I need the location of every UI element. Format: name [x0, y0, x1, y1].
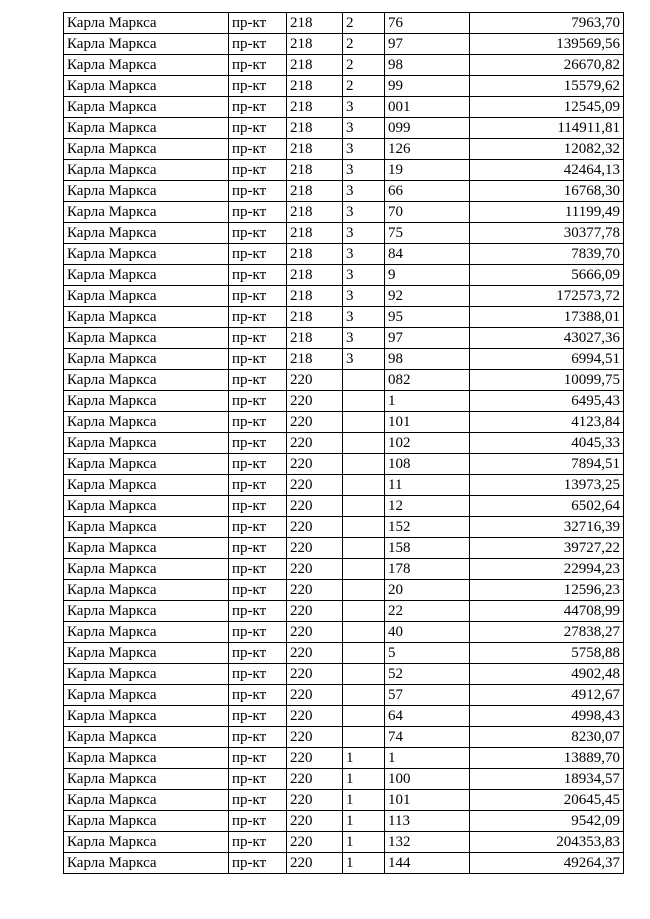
apartment-cell: 97 — [385, 34, 470, 55]
building-cell — [343, 706, 385, 727]
street-type-cell: пр-кт — [229, 286, 287, 307]
street-type-cell: пр-кт — [229, 727, 287, 748]
street-type-cell: пр-кт — [229, 643, 287, 664]
table-row — [64, 139, 624, 160]
building-cell: 3 — [343, 118, 385, 139]
apartment-cell: 70 — [385, 202, 470, 223]
amount-cell: 9542,09 — [470, 811, 624, 832]
house-number-cell: 220 — [287, 643, 343, 664]
street-type-cell: пр-кт — [229, 601, 287, 622]
apartment-cell: 144 — [385, 853, 470, 874]
street-cell: Карла Маркса — [64, 664, 229, 685]
house-number-cell: 218 — [287, 97, 343, 118]
house-number-cell: 218 — [287, 286, 343, 307]
table-row — [64, 580, 624, 601]
street-cell: Карла Маркса — [64, 265, 229, 286]
street-cell: Карла Маркса — [64, 370, 229, 391]
street-cell: Карла Маркса — [64, 13, 229, 34]
table-row — [64, 265, 624, 286]
table-row — [64, 559, 624, 580]
table-row — [64, 160, 624, 181]
street-cell: Карла Маркса — [64, 454, 229, 475]
amount-cell: 44708,99 — [470, 601, 624, 622]
street-cell: Карла Маркса — [64, 832, 229, 853]
amount-cell: 6502,64 — [470, 496, 624, 517]
street-type-cell: пр-кт — [229, 580, 287, 601]
amount-cell: 172573,72 — [470, 286, 624, 307]
table-row — [64, 643, 624, 664]
street-cell: Карла Маркса — [64, 34, 229, 55]
amount-cell: 26670,82 — [470, 55, 624, 76]
building-cell: 1 — [343, 748, 385, 769]
table-row — [64, 34, 624, 55]
building-cell — [343, 559, 385, 580]
amount-cell: 43027,36 — [470, 328, 624, 349]
building-cell: 1 — [343, 811, 385, 832]
amount-cell: 6495,43 — [470, 391, 624, 412]
apartment-cell: 64 — [385, 706, 470, 727]
street-cell: Карла Маркса — [64, 412, 229, 433]
building-cell — [343, 412, 385, 433]
street-type-cell: пр-кт — [229, 412, 287, 433]
amount-cell: 16768,30 — [470, 181, 624, 202]
table-row — [64, 517, 624, 538]
street-cell: Карла Маркса — [64, 76, 229, 97]
house-number-cell: 220 — [287, 832, 343, 853]
table-row — [64, 538, 624, 559]
street-cell: Карла Маркса — [64, 475, 229, 496]
street-cell: Карла Маркса — [64, 55, 229, 76]
street-type-cell: пр-кт — [229, 160, 287, 181]
amount-cell: 12596,23 — [470, 580, 624, 601]
street-type-cell: пр-кт — [229, 517, 287, 538]
table-row — [64, 790, 624, 811]
street-cell: Карла Маркса — [64, 307, 229, 328]
house-number-cell: 220 — [287, 370, 343, 391]
street-type-cell: пр-кт — [229, 475, 287, 496]
apartment-cell: 102 — [385, 433, 470, 454]
apartment-cell: 57 — [385, 685, 470, 706]
house-number-cell: 220 — [287, 706, 343, 727]
building-cell — [343, 643, 385, 664]
street-type-cell: пр-кт — [229, 55, 287, 76]
house-number-cell: 220 — [287, 727, 343, 748]
apartment-cell: 132 — [385, 832, 470, 853]
street-type-cell: пр-кт — [229, 265, 287, 286]
amount-cell: 15579,62 — [470, 76, 624, 97]
house-number-cell: 218 — [287, 328, 343, 349]
table-row — [64, 97, 624, 118]
table-row — [64, 244, 624, 265]
amount-cell: 4123,84 — [470, 412, 624, 433]
street-cell: Карла Маркса — [64, 685, 229, 706]
building-cell: 1 — [343, 790, 385, 811]
table-row — [64, 412, 624, 433]
apartment-cell: 082 — [385, 370, 470, 391]
amount-cell: 20645,45 — [470, 790, 624, 811]
building-cell: 3 — [343, 349, 385, 370]
amount-cell: 7963,70 — [470, 13, 624, 34]
amount-cell: 39727,22 — [470, 538, 624, 559]
apartment-cell: 1 — [385, 391, 470, 412]
house-number-cell: 220 — [287, 601, 343, 622]
street-type-cell: пр-кт — [229, 328, 287, 349]
apartment-cell: 001 — [385, 97, 470, 118]
apartment-cell: 95 — [385, 307, 470, 328]
street-type-cell: пр-кт — [229, 181, 287, 202]
amount-cell: 114911,81 — [470, 118, 624, 139]
street-type-cell: пр-кт — [229, 769, 287, 790]
table-row — [64, 601, 624, 622]
amount-cell: 42464,13 — [470, 160, 624, 181]
house-number-cell: 218 — [287, 349, 343, 370]
apartment-cell: 52 — [385, 664, 470, 685]
house-number-cell: 218 — [287, 307, 343, 328]
street-cell: Карла Маркса — [64, 328, 229, 349]
building-cell — [343, 496, 385, 517]
house-number-cell: 218 — [287, 223, 343, 244]
street-cell: Карла Маркса — [64, 160, 229, 181]
building-cell — [343, 601, 385, 622]
house-number-cell: 220 — [287, 664, 343, 685]
street-cell: Карла Маркса — [64, 727, 229, 748]
street-cell: Карла Маркса — [64, 433, 229, 454]
street-cell: Карла Маркса — [64, 706, 229, 727]
street-cell: Карла Маркса — [64, 853, 229, 874]
apartment-cell: 5 — [385, 643, 470, 664]
amount-cell: 12545,09 — [470, 97, 624, 118]
table-row — [64, 349, 624, 370]
apartment-cell: 108 — [385, 454, 470, 475]
building-cell: 3 — [343, 139, 385, 160]
building-cell: 1 — [343, 769, 385, 790]
house-number-cell: 220 — [287, 685, 343, 706]
building-cell: 3 — [343, 307, 385, 328]
building-cell: 3 — [343, 265, 385, 286]
street-type-cell: пр-кт — [229, 811, 287, 832]
table-row — [64, 76, 624, 97]
building-cell — [343, 475, 385, 496]
amount-cell: 30377,78 — [470, 223, 624, 244]
street-cell: Карла Маркса — [64, 223, 229, 244]
apartment-cell: 101 — [385, 412, 470, 433]
building-cell — [343, 370, 385, 391]
street-type-cell: пр-кт — [229, 685, 287, 706]
street-type-cell: пр-кт — [229, 790, 287, 811]
house-number-cell: 220 — [287, 748, 343, 769]
house-number-cell: 218 — [287, 76, 343, 97]
table-row — [64, 811, 624, 832]
street-type-cell: пр-кт — [229, 244, 287, 265]
apartment-cell: 20 — [385, 580, 470, 601]
apartment-cell: 76 — [385, 13, 470, 34]
table-row — [64, 685, 624, 706]
house-number-cell: 218 — [287, 118, 343, 139]
table-row — [64, 55, 624, 76]
building-cell: 2 — [343, 34, 385, 55]
building-cell — [343, 685, 385, 706]
amount-cell: 32716,39 — [470, 517, 624, 538]
debt-table — [63, 12, 624, 874]
house-number-cell: 220 — [287, 412, 343, 433]
apartment-cell: 99 — [385, 76, 470, 97]
apartment-cell: 92 — [385, 286, 470, 307]
table-row — [64, 328, 624, 349]
street-cell: Карла Маркса — [64, 601, 229, 622]
apartment-cell: 66 — [385, 181, 470, 202]
apartment-cell: 75 — [385, 223, 470, 244]
street-cell: Карла Маркса — [64, 202, 229, 223]
debt-table-body — [64, 13, 624, 874]
apartment-cell: 152 — [385, 517, 470, 538]
house-number-cell: 218 — [287, 139, 343, 160]
house-number-cell: 220 — [287, 475, 343, 496]
apartment-cell: 1 — [385, 748, 470, 769]
building-cell: 1 — [343, 832, 385, 853]
amount-cell: 5758,88 — [470, 643, 624, 664]
house-number-cell: 220 — [287, 454, 343, 475]
street-type-cell: пр-кт — [229, 349, 287, 370]
house-number-cell: 218 — [287, 244, 343, 265]
street-type-cell: пр-кт — [229, 706, 287, 727]
street-type-cell: пр-кт — [229, 307, 287, 328]
apartment-cell: 099 — [385, 118, 470, 139]
amount-cell: 11199,49 — [470, 202, 624, 223]
street-cell: Карла Маркса — [64, 517, 229, 538]
street-type-cell: пр-кт — [229, 202, 287, 223]
house-number-cell: 218 — [287, 160, 343, 181]
amount-cell: 204353,83 — [470, 832, 624, 853]
building-cell: 2 — [343, 76, 385, 97]
apartment-cell: 12 — [385, 496, 470, 517]
building-cell: 3 — [343, 328, 385, 349]
table-row — [64, 307, 624, 328]
house-number-cell: 218 — [287, 265, 343, 286]
amount-cell: 7894,51 — [470, 454, 624, 475]
amount-cell: 17388,01 — [470, 307, 624, 328]
amount-cell: 13889,70 — [470, 748, 624, 769]
amount-cell: 6994,51 — [470, 349, 624, 370]
table-row — [64, 622, 624, 643]
house-number-cell: 220 — [287, 496, 343, 517]
table-row — [64, 223, 624, 244]
apartment-cell: 100 — [385, 769, 470, 790]
table-row — [64, 853, 624, 874]
amount-cell: 4912,67 — [470, 685, 624, 706]
apartment-cell: 98 — [385, 349, 470, 370]
amount-cell: 4045,33 — [470, 433, 624, 454]
apartment-cell: 101 — [385, 790, 470, 811]
apartment-cell: 19 — [385, 160, 470, 181]
building-cell — [343, 664, 385, 685]
street-type-cell: пр-кт — [229, 559, 287, 580]
table-row — [64, 475, 624, 496]
building-cell: 3 — [343, 97, 385, 118]
street-type-cell: пр-кт — [229, 433, 287, 454]
street-cell: Карла Маркса — [64, 118, 229, 139]
street-cell: Карла Маркса — [64, 496, 229, 517]
street-cell: Карла Маркса — [64, 349, 229, 370]
building-cell — [343, 727, 385, 748]
street-cell: Карла Маркса — [64, 622, 229, 643]
table-row — [64, 496, 624, 517]
table-row — [64, 181, 624, 202]
table-row — [64, 454, 624, 475]
building-cell: 2 — [343, 13, 385, 34]
street-type-cell: пр-кт — [229, 34, 287, 55]
amount-cell: 4998,43 — [470, 706, 624, 727]
building-cell — [343, 517, 385, 538]
amount-cell: 49264,37 — [470, 853, 624, 874]
building-cell — [343, 622, 385, 643]
street-type-cell: пр-кт — [229, 664, 287, 685]
building-cell: 3 — [343, 286, 385, 307]
table-row — [64, 433, 624, 454]
street-cell: Карла Маркса — [64, 139, 229, 160]
table-row — [64, 286, 624, 307]
apartment-cell: 40 — [385, 622, 470, 643]
house-number-cell: 220 — [287, 811, 343, 832]
table-row — [64, 13, 624, 34]
house-number-cell: 220 — [287, 559, 343, 580]
building-cell — [343, 580, 385, 601]
apartment-cell: 97 — [385, 328, 470, 349]
apartment-cell: 11 — [385, 475, 470, 496]
apartment-cell: 22 — [385, 601, 470, 622]
street-cell: Карла Маркса — [64, 244, 229, 265]
house-number-cell: 220 — [287, 580, 343, 601]
table-row — [64, 664, 624, 685]
building-cell: 2 — [343, 55, 385, 76]
building-cell: 3 — [343, 244, 385, 265]
street-type-cell: пр-кт — [229, 748, 287, 769]
amount-cell: 8230,07 — [470, 727, 624, 748]
amount-cell: 7839,70 — [470, 244, 624, 265]
table-row — [64, 727, 624, 748]
house-number-cell: 218 — [287, 34, 343, 55]
street-type-cell: пр-кт — [229, 118, 287, 139]
table-row — [64, 391, 624, 412]
apartment-cell: 113 — [385, 811, 470, 832]
apartment-cell: 98 — [385, 55, 470, 76]
apartment-cell: 126 — [385, 139, 470, 160]
street-cell: Карла Маркса — [64, 286, 229, 307]
building-cell — [343, 391, 385, 412]
apartment-cell: 158 — [385, 538, 470, 559]
street-cell: Карла Маркса — [64, 97, 229, 118]
house-number-cell: 220 — [287, 538, 343, 559]
amount-cell: 22994,23 — [470, 559, 624, 580]
house-number-cell: 220 — [287, 433, 343, 454]
house-number-cell: 220 — [287, 853, 343, 874]
street-cell: Карла Маркса — [64, 538, 229, 559]
house-number-cell: 220 — [287, 769, 343, 790]
street-type-cell: пр-кт — [229, 853, 287, 874]
amount-cell: 18934,57 — [470, 769, 624, 790]
street-type-cell: пр-кт — [229, 622, 287, 643]
amount-cell: 5666,09 — [470, 265, 624, 286]
amount-cell: 27838,27 — [470, 622, 624, 643]
apartment-cell: 84 — [385, 244, 470, 265]
table-row — [64, 769, 624, 790]
street-type-cell: пр-кт — [229, 832, 287, 853]
table-row — [64, 832, 624, 853]
street-type-cell: пр-кт — [229, 76, 287, 97]
apartment-cell: 178 — [385, 559, 470, 580]
amount-cell: 139569,56 — [470, 34, 624, 55]
house-number-cell: 218 — [287, 55, 343, 76]
building-cell: 3 — [343, 223, 385, 244]
amount-cell: 13973,25 — [470, 475, 624, 496]
building-cell: 3 — [343, 160, 385, 181]
building-cell: 3 — [343, 181, 385, 202]
building-cell: 1 — [343, 853, 385, 874]
street-cell: Карла Маркса — [64, 790, 229, 811]
street-type-cell: пр-кт — [229, 13, 287, 34]
house-number-cell: 218 — [287, 13, 343, 34]
street-type-cell: пр-кт — [229, 391, 287, 412]
street-cell: Карла Маркса — [64, 181, 229, 202]
street-type-cell: пр-кт — [229, 496, 287, 517]
street-type-cell: пр-кт — [229, 370, 287, 391]
building-cell — [343, 454, 385, 475]
street-cell: Карла Маркса — [64, 580, 229, 601]
street-cell: Карла Маркса — [64, 643, 229, 664]
building-cell — [343, 433, 385, 454]
house-number-cell: 220 — [287, 622, 343, 643]
amount-cell: 4902,48 — [470, 664, 624, 685]
table-row — [64, 706, 624, 727]
apartment-cell: 9 — [385, 265, 470, 286]
house-number-cell: 220 — [287, 790, 343, 811]
street-type-cell: пр-кт — [229, 97, 287, 118]
amount-cell: 12082,32 — [470, 139, 624, 160]
street-cell: Карла Маркса — [64, 811, 229, 832]
street-type-cell: пр-кт — [229, 139, 287, 160]
house-number-cell: 218 — [287, 181, 343, 202]
table-row — [64, 370, 624, 391]
street-type-cell: пр-кт — [229, 538, 287, 559]
street-type-cell: пр-кт — [229, 454, 287, 475]
amount-cell: 10099,75 — [470, 370, 624, 391]
building-cell — [343, 538, 385, 559]
apartment-cell: 74 — [385, 727, 470, 748]
building-cell: 3 — [343, 202, 385, 223]
table-row — [64, 202, 624, 223]
street-cell: Карла Маркса — [64, 769, 229, 790]
street-cell: Карла Маркса — [64, 748, 229, 769]
table-row — [64, 118, 624, 139]
street-type-cell: пр-кт — [229, 223, 287, 244]
table-row — [64, 748, 624, 769]
street-cell: Карла Маркса — [64, 559, 229, 580]
house-number-cell: 220 — [287, 517, 343, 538]
street-cell: Карла Маркса — [64, 391, 229, 412]
house-number-cell: 218 — [287, 202, 343, 223]
house-number-cell: 220 — [287, 391, 343, 412]
